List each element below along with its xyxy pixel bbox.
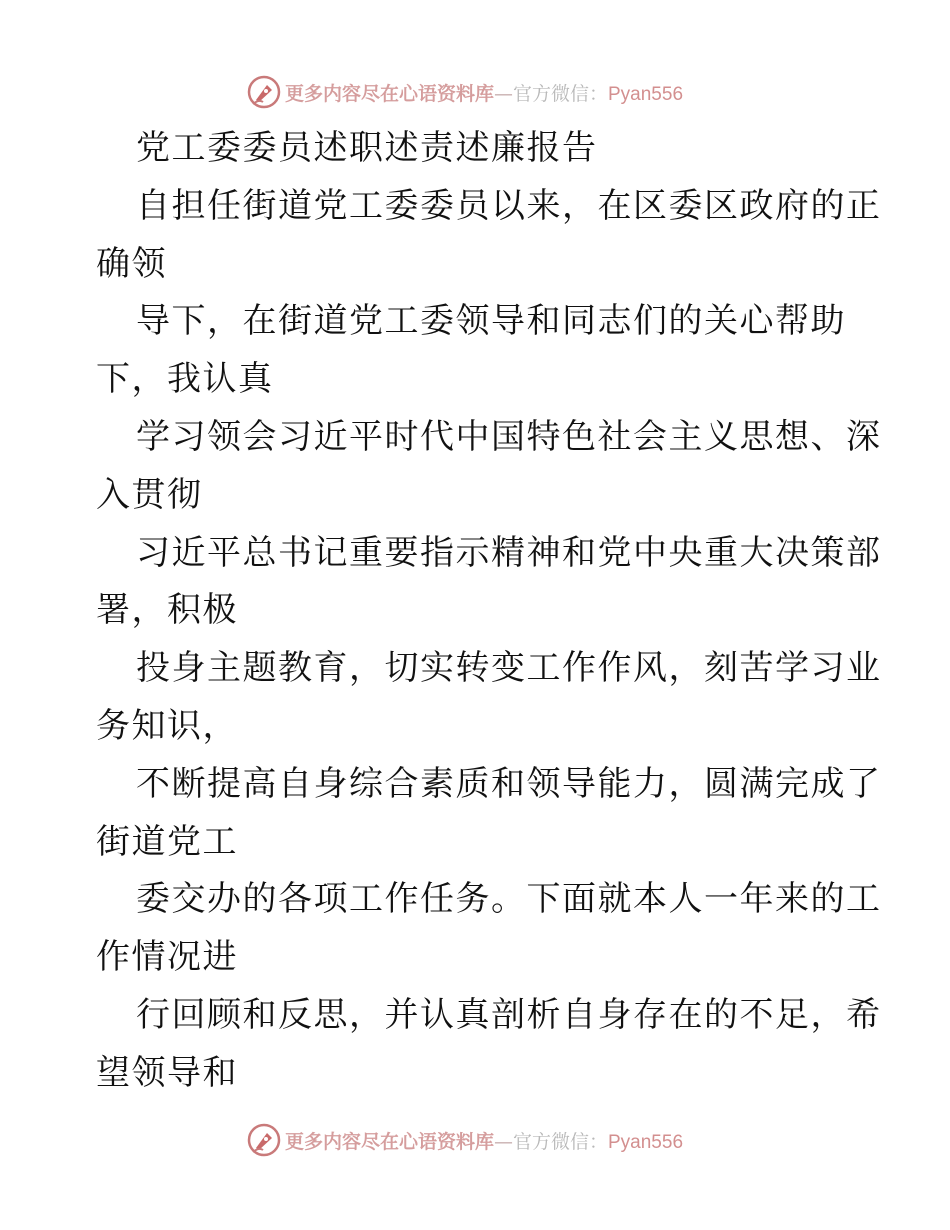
text-line: 下，我认真 (96, 359, 274, 400)
pen-nib-logo-icon (247, 1123, 281, 1157)
watermark-separator: — (493, 1130, 513, 1153)
watermark-brand: 更多内容尽在心语资料库 (284, 82, 494, 105)
text-line: 导下，在街道党工委领导和同志们的关心帮助 (136, 301, 846, 342)
header-watermark (0, 72, 950, 112)
text-line: 学习领会习近平时代中国特色社会主义思想、深 (136, 416, 882, 457)
watermark-label: 官方微信： (512, 1130, 608, 1153)
text-line: 署，积极 (96, 590, 238, 631)
text-line: 自担任街道党工委委员以来，在区委区政府的正 (136, 185, 882, 226)
pen-nib-logo-icon (247, 75, 281, 109)
watermark-label: 官方微信： (512, 82, 608, 105)
text-line: 委交办的各项工作任务。下面就本人一年来的工 (136, 879, 882, 920)
text-line: 确领 (96, 243, 167, 284)
text-line: 入贯彻 (96, 474, 203, 515)
watermark-id: Pyan556 (608, 83, 684, 105)
text-line: 习近平总书记重要指示精神和党中央重大决策部 (136, 532, 882, 573)
footer-watermark (0, 1120, 950, 1160)
watermark-id: Pyan556 (608, 1131, 684, 1153)
document-body (96, 120, 882, 1103)
watermark-separator: — (493, 82, 513, 105)
document-title: 党工委委员述职述责述廉报告 (136, 128, 598, 168)
watermark-brand: 更多内容尽在心语资料库 (284, 1130, 494, 1153)
text-line: 投身主题教育，切实转变工作作风，刻苦学习业 (136, 648, 882, 689)
text-line: 务知识， (96, 705, 238, 746)
text-line: 作情况进 (96, 937, 238, 978)
text-line: 行回顾和反思，并认真剖析自身存在的不足，希 (136, 994, 882, 1035)
text-line: 街道党工 (96, 821, 238, 862)
text-line: 望领导和 (96, 1052, 238, 1093)
text-line: 不断提高自身综合素质和领导能力，圆满完成了 (136, 763, 882, 804)
